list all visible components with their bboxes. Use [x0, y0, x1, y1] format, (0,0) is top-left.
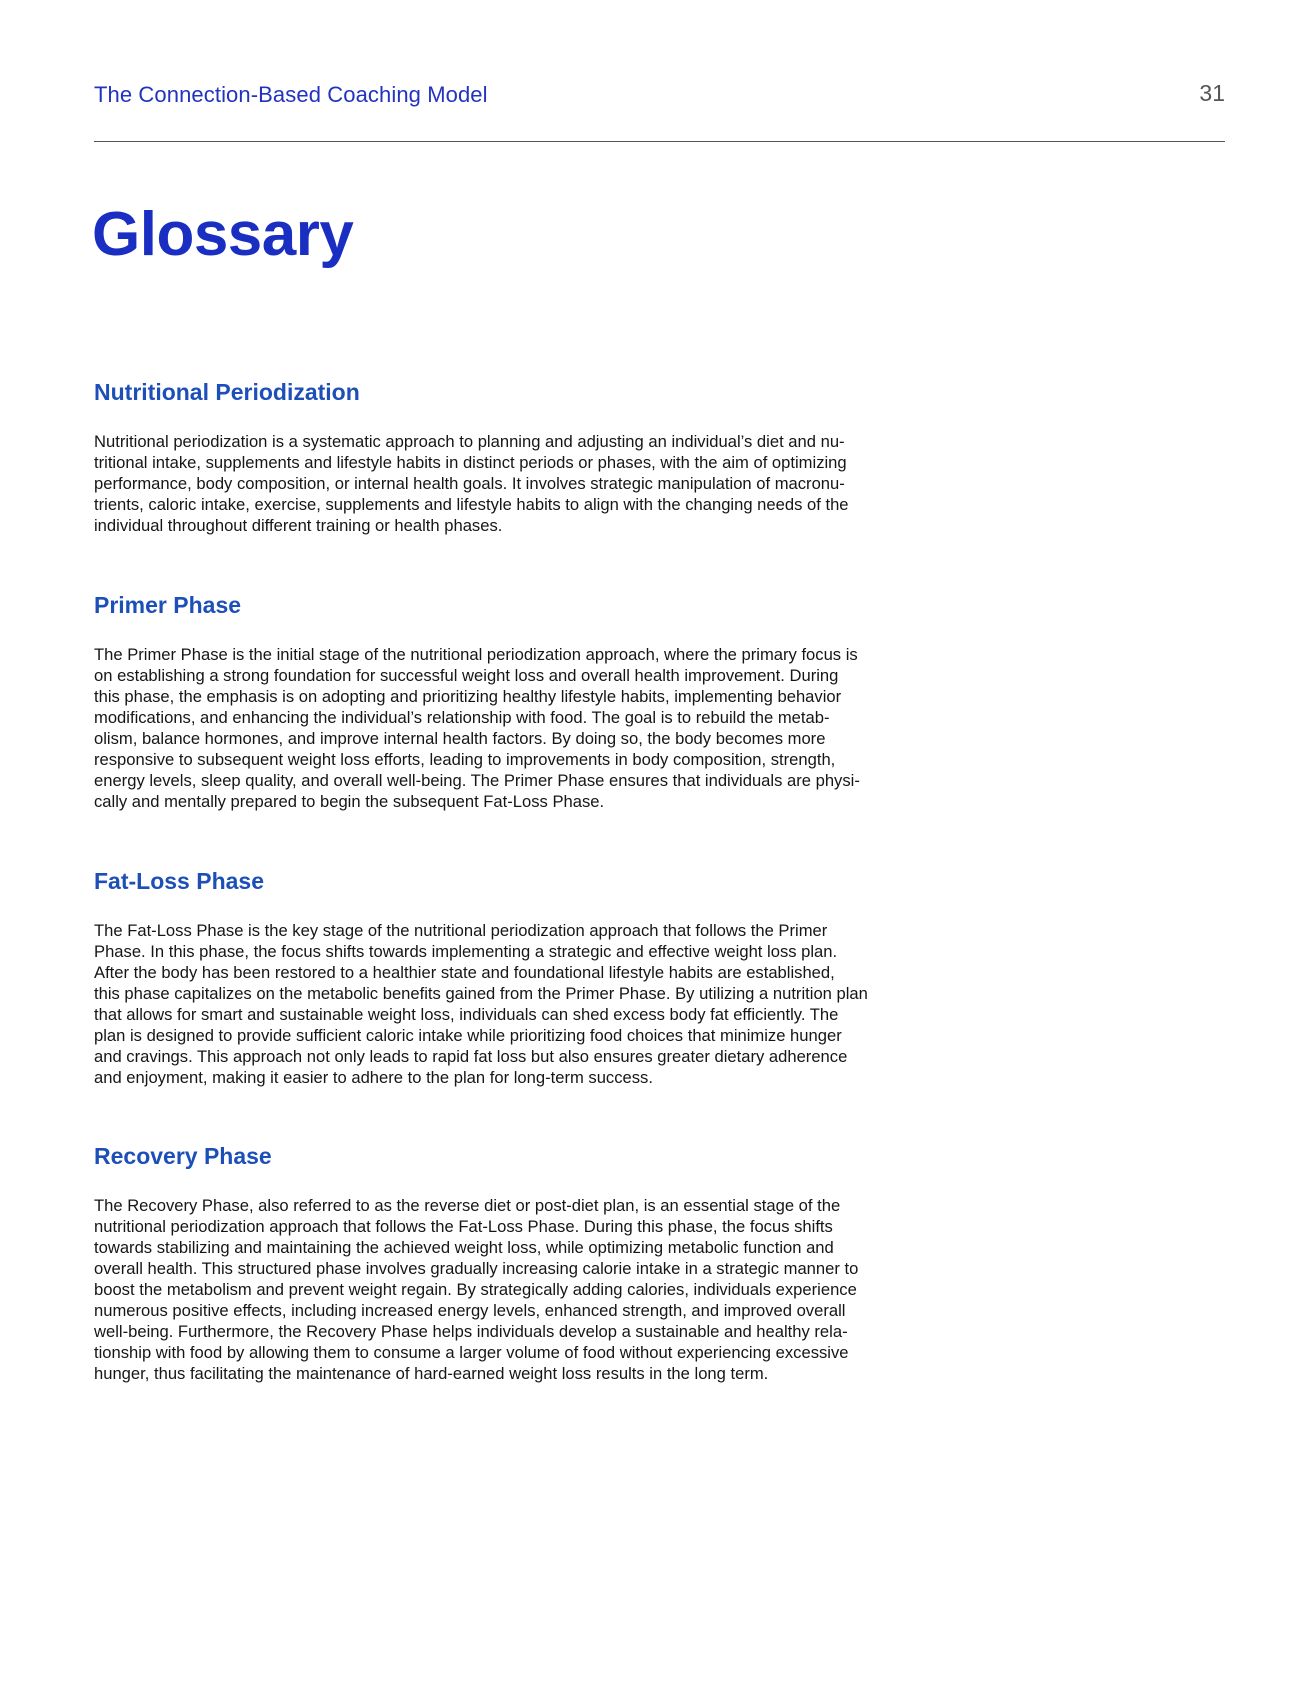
- running-header: [94, 80, 1225, 114]
- glossary-term: Nutritional Periodization: [94, 379, 360, 405]
- page-number: 31: [1199, 80, 1225, 106]
- glossary-entry-nutritional-periodization: [94, 377, 994, 536]
- glossary-definition: The Fat-Loss Phase is the key stage of the nutritional periodization approach that follows the Primer Phase. In this phase, the focus shifts towards implementing a strategic and effective weight loss plan. After the body has been restored to a healthier state and foundational lifestyle habits are established, this phase capitalizes on the metabolic benefits gained from the Primer Phase. By utilizing a nutrition plan that allows for smart and sustainable weight loss, individuals can shed excess body fat efficiently. The plan is designed to provide sufficient caloric intake while prioritizing food choices that minimize hunger and cravings. This approach not only leads to rapid fat loss but also ensures greater dietary adherence and enjoyment, making it easier to adhere to the plan for long-term success.: [94, 921, 868, 1087]
- glossary-entry-recovery-phase: [94, 1141, 994, 1384]
- page-title: Glossary: [92, 200, 354, 269]
- glossary-term: Primer Phase: [94, 592, 242, 618]
- glossary-definition: Nutritional periodization is a systematic approach to planning and adjusting an individual’s diet and nu- tritional intake, supplements and lifestyle habits in distinct periods or phases, with the aim of optimizing performance, body composition, or internal health goals. It involves strategic manipulation of macronu- trients, caloric intake, exercise, supplements and lifestyle habits to align with the changing needs of the individual throughout different training or health phases.: [94, 432, 849, 535]
- running-header-title: The Connection-Based Coaching Model: [94, 82, 488, 107]
- header-divider: [94, 141, 1225, 142]
- glossary-term: Fat-Loss Phase: [94, 868, 264, 894]
- glossary-entry-fat-loss-phase: [94, 866, 994, 1088]
- glossary-definition: The Primer Phase is the initial stage of the nutritional periodization approach, where the primary focus is on establishing a strong foundation for successful weight loss and overall health improvement. During this phase, the emphasis is on adopting and prioritizing healthy lifestyle habits, implementing behavior modifications, and enhancing the individual’s relationship with food. The goal is to rebuild the metab- olism, balance hormones, and improve internal health factors. By doing so, the body becomes more responsive to subsequent weight loss efforts, leading to improvements in body composition, strength, energy levels, sleep quality, and overall well-being. The Primer Phase ensures that individuals are physi- cally and mentally prepared to begin the subsequent Fat-Loss Phase.: [94, 645, 860, 811]
- glossary-entry-primer-phase: [94, 590, 994, 812]
- glossary-term: Recovery Phase: [94, 1143, 272, 1169]
- glossary-definition: The Recovery Phase, also referred to as the reverse diet or post-diet plan, is an essential stage of the nutritional periodization approach that follows the Fat-Loss Phase. During this phase, the focus shifts towards stabilizing and maintaining the achieved weight loss, while optimizing metabolic function and overall health. This structured phase involves gradually increasing calorie intake in a strategic manner to boost the metabolism and prevent weight regain. By strategically adding calories, individuals experience numerous positive effects, including increased energy levels, enhanced strength, and improved overall well-being. Furthermore, the Recovery Phase helps individuals develop a sustainable and healthy rela- tionship with food by allowing them to consume a larger volume of food without experiencing excessive hunger, thus facilitating the maintenance of hard-earned weight loss results in the long term.: [94, 1196, 859, 1383]
